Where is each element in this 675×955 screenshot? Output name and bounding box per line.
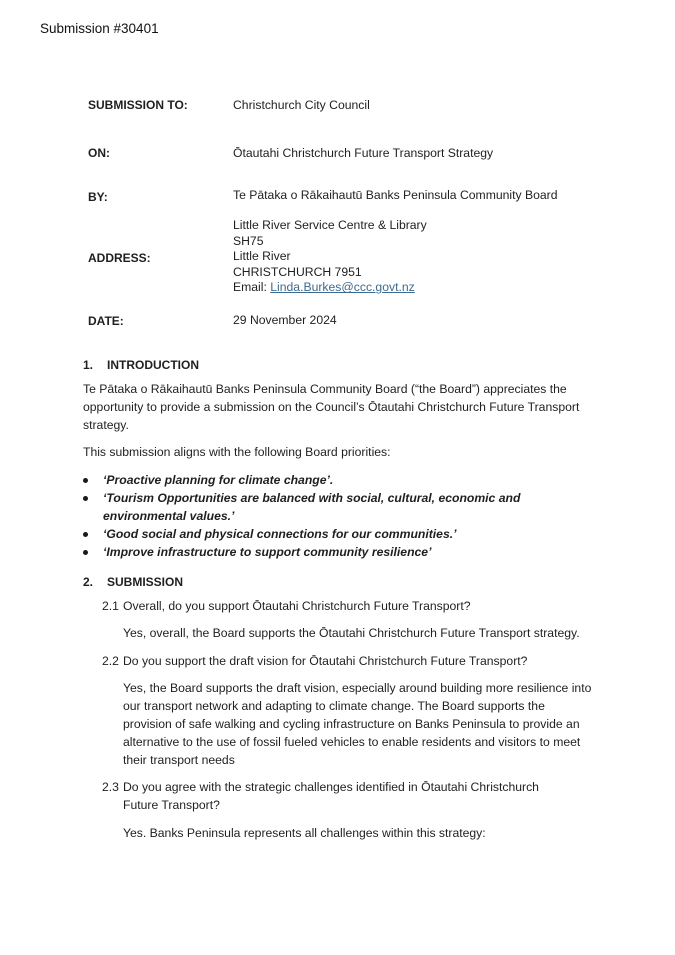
address-line: Little River <box>233 249 291 264</box>
address-block <box>233 218 427 296</box>
by-value: Te Pātaka o Rākaihautū Banks Peninsula Community Board <box>233 188 558 202</box>
question-2-1 <box>102 597 572 615</box>
bullet-icon <box>83 478 88 483</box>
list-item <box>83 525 583 543</box>
submission-to-label: SUBMISSION TO: <box>88 98 188 112</box>
address-line: Little River Service Centre & Library <box>233 218 427 232</box>
question-text: Do you agree with the strategic challenges identified in Ōtautahi Christchurch Future Transport? <box>123 780 539 812</box>
priority-text: ‘Proactive planning for climate change’. <box>103 473 334 487</box>
question-2-3 <box>102 778 572 814</box>
address-label: ADDRESS: <box>88 251 151 265</box>
priority-text: ‘Good social and physical connections for our communities.’ <box>103 527 457 541</box>
section-introduction-heading <box>83 356 199 374</box>
priority-text: ‘Improve infrastructure to support community resilience’ <box>103 545 432 559</box>
address-line: SH75 <box>233 233 264 248</box>
answer-2-1: Yes, overall, the Board supports the Ōtautahi Christchurch Future Transport strategy. <box>123 626 580 640</box>
submission-number: Submission #30401 <box>40 21 159 36</box>
submission-to-value: Christchurch City Council <box>233 98 370 112</box>
question-number: 2.3 <box>102 780 119 794</box>
section-title: SUBMISSION <box>107 575 184 589</box>
bullet-icon <box>83 550 88 555</box>
email-prefix: Email: <box>233 280 271 295</box>
intro-paragraph: Te Pātaka o Rākaihautū Banks Peninsula Community Board (“the Board”) appreciates the opportunity to provide a submission on the Council’s Ōtautahi Christchurch Future Transport strategy. <box>83 382 580 432</box>
bullet-icon <box>83 532 88 537</box>
question-2-2 <box>102 652 572 670</box>
section-submission-heading <box>83 573 183 591</box>
priorities-intro: This submission aligns with the following Board priorities: <box>83 445 391 459</box>
section-title: INTRODUCTION <box>107 358 199 372</box>
answer-2-3: Yes. Banks Peninsula represents all challenges within this strategy: <box>123 826 486 840</box>
email-link[interactable]: Linda.Burkes@ccc.govt.nz <box>270 280 415 295</box>
on-label: ON: <box>88 146 110 160</box>
section-number: 2. <box>83 575 94 589</box>
date-label: DATE: <box>88 314 124 328</box>
email-line <box>233 280 427 296</box>
date-value: 29 November 2024 <box>233 313 337 327</box>
bullet-icon <box>83 496 88 501</box>
question-text: Overall, do you support Ōtautahi Christchurch Future Transport? <box>123 599 471 613</box>
by-label: BY: <box>88 190 108 204</box>
priority-text: ‘Tourism Opportunities are balanced with social, cultural, economic and environmental values.’ <box>103 491 521 523</box>
section-number: 1. <box>83 358 94 372</box>
address-line: CHRISTCHURCH 7951 <box>233 264 362 279</box>
answer-2-2: Yes, the Board supports the draft vision, especially around building more resilience into our transport network and adapting to climate change. The Board supports the provision of safe walking and cycling infrastructure on Banks Peninsula to provide an alternative to the use of fossil fueled vehicles to enable residents and visitors to meet their transport needs <box>123 681 592 767</box>
list-item <box>83 471 583 489</box>
question-number: 2.2 <box>102 654 119 668</box>
on-value: Ōtautahi Christchurch Future Transport Strategy <box>233 146 494 160</box>
list-item <box>83 543 583 561</box>
question-number: 2.1 <box>102 599 119 613</box>
question-text: Do you support the draft vision for Ōtautahi Christchurch Future Transport? <box>123 654 528 668</box>
list-item <box>83 489 583 525</box>
priorities-list <box>83 471 583 561</box>
